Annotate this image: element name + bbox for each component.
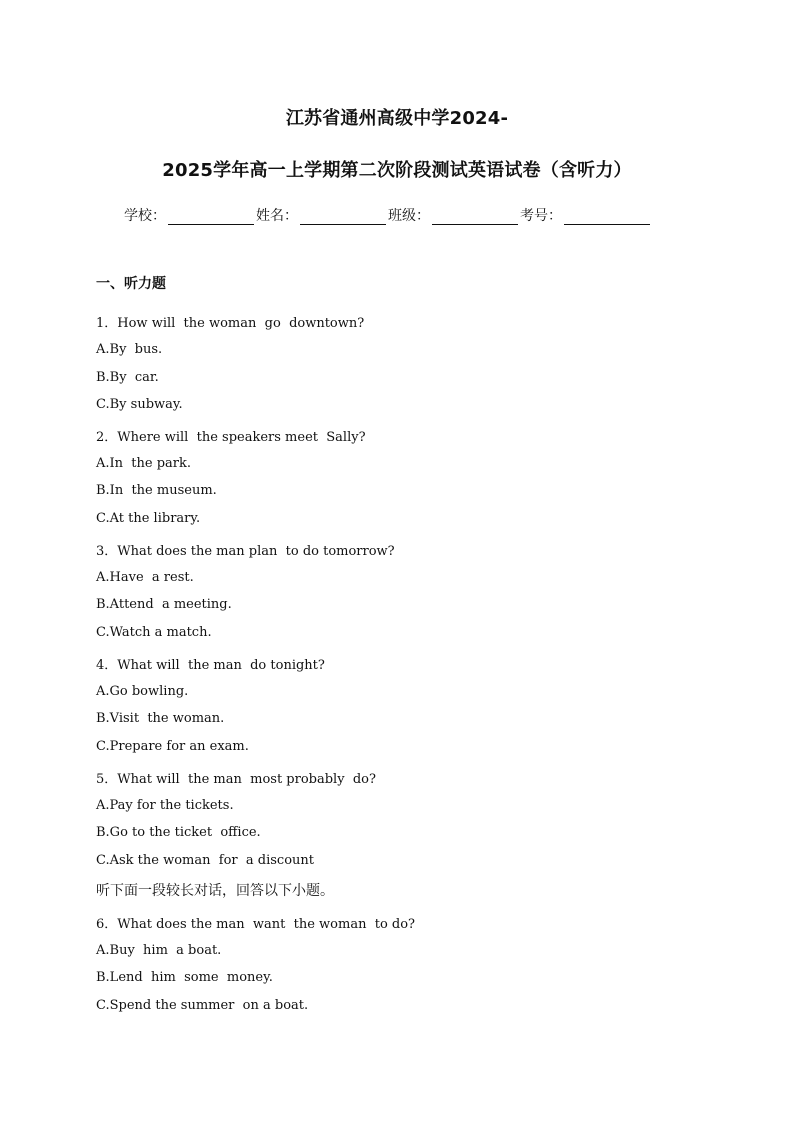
school-field <box>124 205 256 225</box>
question-3-stem: 3．What does the man plan to do tomorrow? <box>96 544 395 559</box>
class-field <box>388 205 520 225</box>
question-5-option-c: C.Ask the woman for a discount <box>96 853 315 868</box>
question-6-option-a: A.Buy him a boat. <box>96 943 222 958</box>
question-5-option-a: A.Pay for the tickets. <box>96 798 234 813</box>
question-3-option-c: C.Watch a match. <box>96 625 212 640</box>
question-2-option-b: B.In the museum. <box>96 483 217 498</box>
question-1-option-b: B.By car. <box>96 370 159 385</box>
exam-title-line-2: 2025学年高一上学期第二次阶段测试英语试卷（含听力） <box>162 160 632 181</box>
question-1-option-a: A.By bus. <box>96 342 163 357</box>
question-6-option-c: C.Spend the summer on a boat. <box>96 998 309 1013</box>
exam-number-label: 考号： <box>520 208 562 224</box>
exam-number-field <box>520 205 652 225</box>
school-label: 学校： <box>124 208 166 224</box>
student-info-row <box>124 205 652 225</box>
section-title-listening: 一、听力题 <box>96 276 166 292</box>
name-field <box>256 205 388 225</box>
question-5-option-b: B.Go to the ticket office. <box>96 825 261 840</box>
question-3-option-b: B.Attend a meeting. <box>96 597 232 612</box>
question-2-stem: 2．Where will the speakers meet Sally? <box>96 430 366 445</box>
class-label: 班级： <box>388 208 430 224</box>
question-4-option-c: C.Prepare for an exam. <box>96 739 249 754</box>
listening-instruction: 听下面一段较长对话，回答以下小题。 <box>96 883 334 899</box>
question-2-option-c: C.At the library. <box>96 511 201 526</box>
question-2-option-a: A.In the park. <box>96 456 192 471</box>
exam-title-line-1: 江苏省通州高级中学2024- <box>285 108 509 129</box>
exam-number-blank[interactable] <box>564 210 650 225</box>
name-blank[interactable] <box>300 210 386 225</box>
question-6-option-b: B.Lend him some money. <box>96 970 273 985</box>
question-4-option-a: A.Go bowling. <box>96 684 189 699</box>
name-label: 姓名： <box>256 208 298 224</box>
question-6-stem: 6．What does the man want the woman to do? <box>96 917 416 932</box>
question-4-option-b: B.Visit the woman. <box>96 711 225 726</box>
question-1-stem: 1．How will the woman go downtown? <box>96 316 365 331</box>
class-blank[interactable] <box>432 210 518 225</box>
school-blank[interactable] <box>168 210 254 225</box>
question-3-option-a: A.Have a rest. <box>96 570 194 585</box>
question-5-stem: 5．What will the man most probably do? <box>96 772 376 787</box>
question-1-option-c: C.By subway. <box>96 397 183 412</box>
question-4-stem: 4．What will the man do tonight? <box>96 658 325 673</box>
